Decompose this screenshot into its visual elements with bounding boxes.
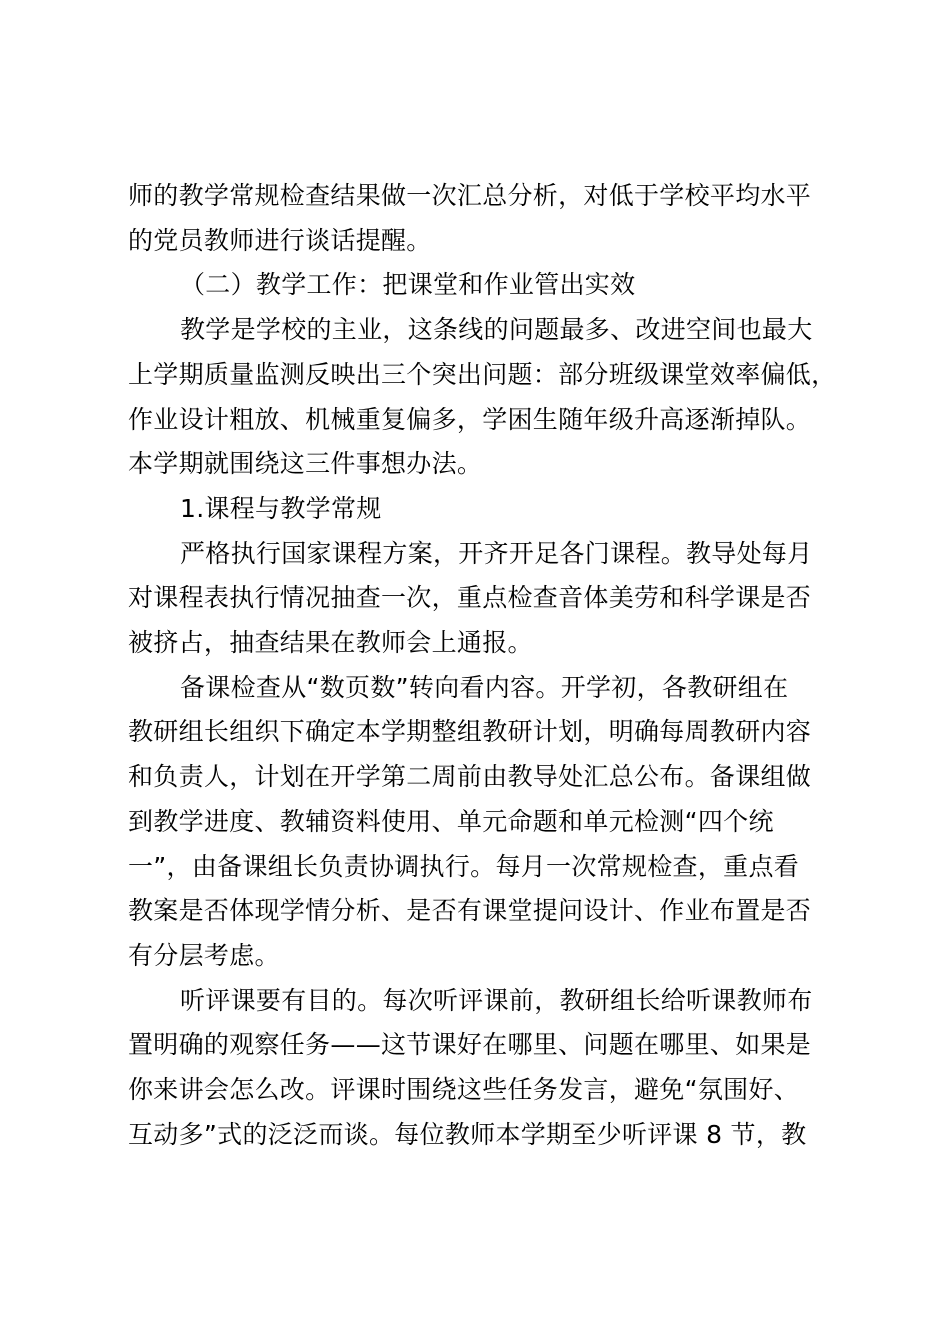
text-line: 到教学进度、教辅资料使用、单元命题和单元检测“四个统 [128, 806, 774, 836]
text-line: 互动多”式的泛泛而谈。每位教师本学期至少听评课 8 节，教 [128, 1119, 807, 1149]
text-line: 被挤占，抽查结果在教师会上通报。 [128, 628, 533, 658]
text-line: 一”，由备课组长负责协调执行。每月一次常规检查，重点看 [128, 851, 800, 881]
paragraph-lesson-observation [128, 979, 838, 1158]
subheading-curriculum [128, 487, 838, 532]
text-line: 置明确的观察任务——这节课好在哪里、问题在哪里、如果是 [128, 1030, 812, 1060]
text-line: 的党员教师进行谈话提醒。 [128, 225, 432, 255]
paragraph-curriculum [128, 532, 838, 666]
text-line: 教案是否体现学情分析、是否有课堂提问设计、作业布置是否 [128, 896, 812, 926]
paragraph-lesson-prep [128, 666, 838, 979]
text-line: 备课检查从“数页数”转向看内容。开学初，各教研组在 [180, 672, 789, 702]
text-line: 有分层考虑。 [128, 940, 280, 970]
paragraph-teaching-intro [128, 308, 838, 487]
text-line: 对课程表执行情况抽查一次，重点检查音体美劳和科学课是否 [128, 583, 812, 613]
heading-line: （二）教学工作：把课堂和作业管出实效 [180, 270, 636, 300]
text-line: 和负责人，计划在开学第二周前由教导处汇总公布。备课组做 [128, 762, 812, 792]
text-line: 你来讲会怎么改。评课时围绕这些任务发言，避免“氛围好、 [128, 1075, 800, 1105]
text-line: 教研组长组织下确定本学期整组教研计划，明确每周教研内容 [128, 717, 812, 747]
text-line: 本学期就围绕这三件事想办法。 [128, 449, 483, 479]
text-line: 听评课要有目的。每次听评课前，教研组长给听课教师布 [180, 985, 813, 1015]
text-line: 教学是学校的主业，这条线的问题最多、改进空间也最大 [180, 315, 813, 345]
text-line: 严格执行国家课程方案，开齐开足各门课程。教导处每月 [180, 538, 813, 568]
text-line: 师的教学常规检查结果做一次汇总分析，对低于学校平均水平 [128, 181, 812, 210]
heading-line: 1.课程与教学常规 [180, 493, 382, 523]
section-heading-teaching [128, 263, 838, 308]
text-line: 上学期质量监测反映出三个突出问题：部分班级课堂效率偏低， [128, 359, 837, 389]
paragraph-continued [128, 174, 838, 263]
document-body [128, 174, 838, 1157]
text-line: 作业设计粗放、机械重复偏多，学困生随年级升高逐渐掉队。 [128, 404, 812, 434]
